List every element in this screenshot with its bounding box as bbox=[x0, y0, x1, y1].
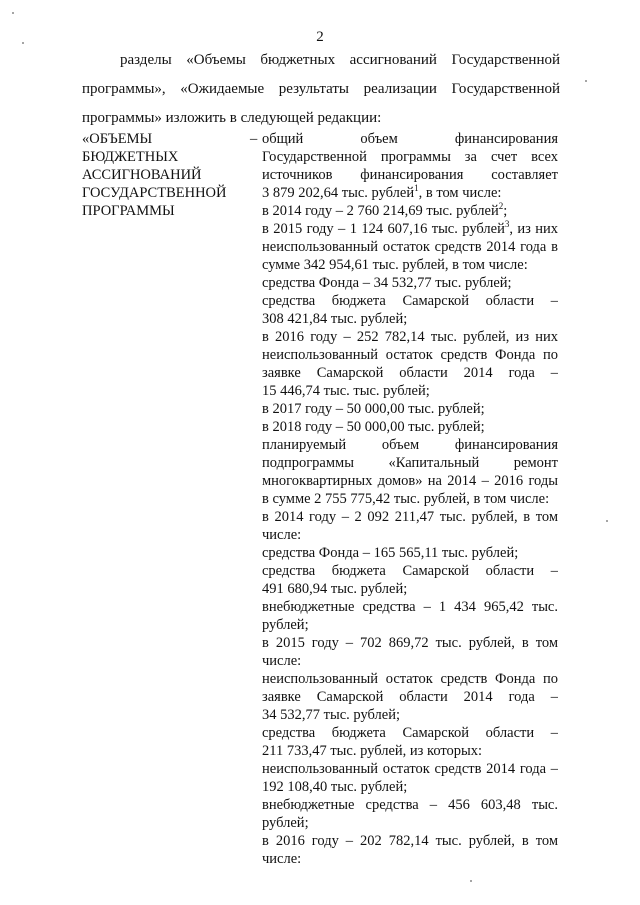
section-title-line: ПРОГРАММЫ bbox=[82, 203, 175, 219]
content-line-text: 34 532,77 тыс. рублей; bbox=[262, 707, 400, 723]
content-line-text: числе: bbox=[262, 527, 302, 543]
content-line bbox=[262, 166, 558, 184]
content-line bbox=[262, 418, 558, 436]
content-line bbox=[262, 760, 558, 778]
content-line-text: внебюджетные средства – 456 603,48 тыс. bbox=[262, 797, 558, 813]
content-line-text: общий объем финансирования bbox=[262, 131, 558, 147]
content-line-text: средства бюджета Самарской области – bbox=[262, 293, 558, 309]
footnote-marker: 1 bbox=[414, 183, 419, 194]
content-line bbox=[262, 796, 558, 814]
content-line bbox=[262, 634, 558, 652]
content-line-text: 15 446,74 тыс. тыс. рублей; bbox=[262, 383, 430, 399]
content-line-text: средства Фонда – 165 565,11 тыс. рублей; bbox=[262, 545, 519, 561]
content-line bbox=[262, 130, 558, 148]
content-line-text: рублей; bbox=[262, 815, 309, 831]
content-line-text: заявке Самарской области 2014 года – bbox=[262, 365, 558, 381]
content-line-text: источников финансирования составляет bbox=[262, 167, 558, 183]
content-line-text: в 2014 году – 2 760 214,69 тыс. рублей bbox=[262, 203, 499, 219]
content-line-text: планируемый объем финансирования bbox=[262, 437, 558, 453]
content-line bbox=[262, 580, 558, 598]
content-line-text: средства бюджета Самарской области – bbox=[262, 563, 558, 579]
content-line bbox=[262, 202, 558, 220]
content-line bbox=[262, 472, 558, 490]
section-title-line: БЮДЖЕТНЫХ bbox=[82, 149, 179, 165]
section-title-line: АССИГНОВАНИЙ bbox=[82, 167, 202, 183]
content-line-text: 491 680,94 тыс. рублей; bbox=[262, 581, 408, 597]
page-number: 2 bbox=[316, 29, 324, 45]
content-line-text: 3 879 202,64 тыс. рублей bbox=[262, 185, 415, 201]
content-line-text: подпрограммы «Капитальный ремонт bbox=[262, 455, 558, 471]
content-line bbox=[262, 544, 558, 562]
content-line bbox=[262, 454, 558, 472]
content-line bbox=[262, 274, 558, 292]
content-line-text: в 2015 году – 1 124 607,16 тыс. рублей bbox=[262, 221, 505, 237]
financing-details bbox=[262, 130, 558, 868]
list-dash: – bbox=[250, 131, 258, 147]
intro-line: программы» изложить в следующей редакции: bbox=[82, 110, 382, 126]
content-line-text: в 2016 году – 202 782,14 тыс. рублей, в том bbox=[262, 833, 558, 849]
content-line-text: сумме 342 954,61 тыс. рублей, в том числе: bbox=[262, 257, 528, 273]
content-line-text: в 2017 году – 50 000,00 тыс. рублей; bbox=[262, 401, 485, 417]
content-line bbox=[262, 598, 558, 616]
content-line-text: 211 733,47 тыс. рублей, из которых: bbox=[262, 743, 483, 759]
content-line bbox=[262, 346, 558, 364]
content-line bbox=[262, 148, 558, 166]
content-line-text: неиспользованный остаток средств Фонда по bbox=[262, 671, 558, 687]
content-line-text: неиспользованный остаток средств 2014 года – bbox=[262, 761, 558, 777]
content-line-text: Государственной программы за счет всех bbox=[262, 149, 558, 165]
content-line bbox=[262, 436, 558, 454]
content-line-text: 192 108,40 тыс. рублей; bbox=[262, 779, 408, 795]
content-line-text: заявке Самарской области 2014 года – bbox=[262, 689, 558, 705]
content-line bbox=[262, 706, 558, 724]
intro-paragraph bbox=[82, 46, 560, 133]
content-line-text: внебюджетные средства – 1 434 965,42 тыс. bbox=[262, 599, 558, 615]
content-line bbox=[262, 526, 558, 544]
content-line-text: неиспользованный остаток средств 2014 года в bbox=[262, 239, 558, 255]
content-line bbox=[262, 490, 558, 508]
content-line-text: рублей; bbox=[262, 617, 309, 633]
content-line bbox=[262, 238, 558, 256]
content-line bbox=[262, 328, 558, 346]
content-line-tail: , из них bbox=[509, 221, 558, 237]
content-line-text: в 2015 году – 702 869,72 тыс. рублей, в том bbox=[262, 635, 558, 651]
content-line bbox=[262, 616, 558, 634]
content-line bbox=[262, 778, 558, 796]
footnote-marker: 3 bbox=[504, 220, 510, 230]
content-line-text: в 2016 году – 252 782,14 тыс. рублей, из них bbox=[262, 329, 558, 345]
intro-line: разделы «Объемы бюджетных ассигнований Государственной bbox=[120, 52, 560, 68]
content-line-text: числе: bbox=[262, 653, 302, 669]
content-line-text: средства бюджета Самарской области – bbox=[262, 725, 558, 741]
content-line bbox=[262, 364, 558, 382]
content-line bbox=[262, 850, 558, 868]
content-line bbox=[262, 256, 558, 274]
content-line bbox=[262, 670, 558, 688]
content-line-text: средства Фонда – 34 532,77 тыс. рублей; bbox=[262, 275, 512, 291]
scan-speck bbox=[12, 12, 14, 14]
content-line bbox=[262, 688, 558, 706]
content-line-text: числе: bbox=[262, 851, 302, 867]
content-line-text: многоквартирных домов» на 2014 – 2016 годы bbox=[262, 473, 558, 489]
content-line-text: в сумме 2 755 775,42 тыс. рублей, в том числе: bbox=[262, 491, 550, 507]
content-line bbox=[262, 292, 558, 310]
section-title-line: ГОСУДАРСТВЕННОЙ bbox=[82, 185, 227, 201]
content-line bbox=[262, 724, 558, 742]
section-title bbox=[82, 130, 252, 220]
footnote-marker: 2 bbox=[498, 201, 504, 212]
content-line bbox=[262, 742, 558, 760]
content-line-text: в 2014 году – 2 092 211,47 тыс. рублей, в том bbox=[262, 509, 558, 525]
content-line bbox=[262, 652, 558, 670]
content-line bbox=[262, 814, 558, 832]
content-line-text: 308 421,84 тыс. рублей; bbox=[262, 311, 408, 327]
content-line-text: неиспользованный остаток средств Фонда по bbox=[262, 347, 558, 363]
content-line bbox=[262, 220, 558, 238]
content-line bbox=[262, 562, 558, 580]
scan-speck bbox=[606, 520, 608, 522]
content-line bbox=[262, 832, 558, 850]
scan-speck bbox=[22, 42, 24, 44]
intro-line: программы», «Ожидаемые результаты реализации Государственной bbox=[82, 81, 560, 97]
scan-speck bbox=[470, 880, 472, 882]
content-line bbox=[262, 400, 558, 418]
content-line bbox=[262, 382, 558, 400]
content-line bbox=[262, 508, 558, 526]
content-line-text: в 2018 году – 50 000,00 тыс. рублей; bbox=[262, 419, 485, 435]
content-line-tail: ; bbox=[503, 203, 508, 219]
content-line-tail: , в том числе: bbox=[418, 185, 502, 201]
content-line bbox=[262, 184, 558, 202]
section-title-line: «ОБЪЕМЫ bbox=[82, 131, 153, 147]
content-line bbox=[262, 310, 558, 328]
scan-speck bbox=[585, 80, 587, 82]
